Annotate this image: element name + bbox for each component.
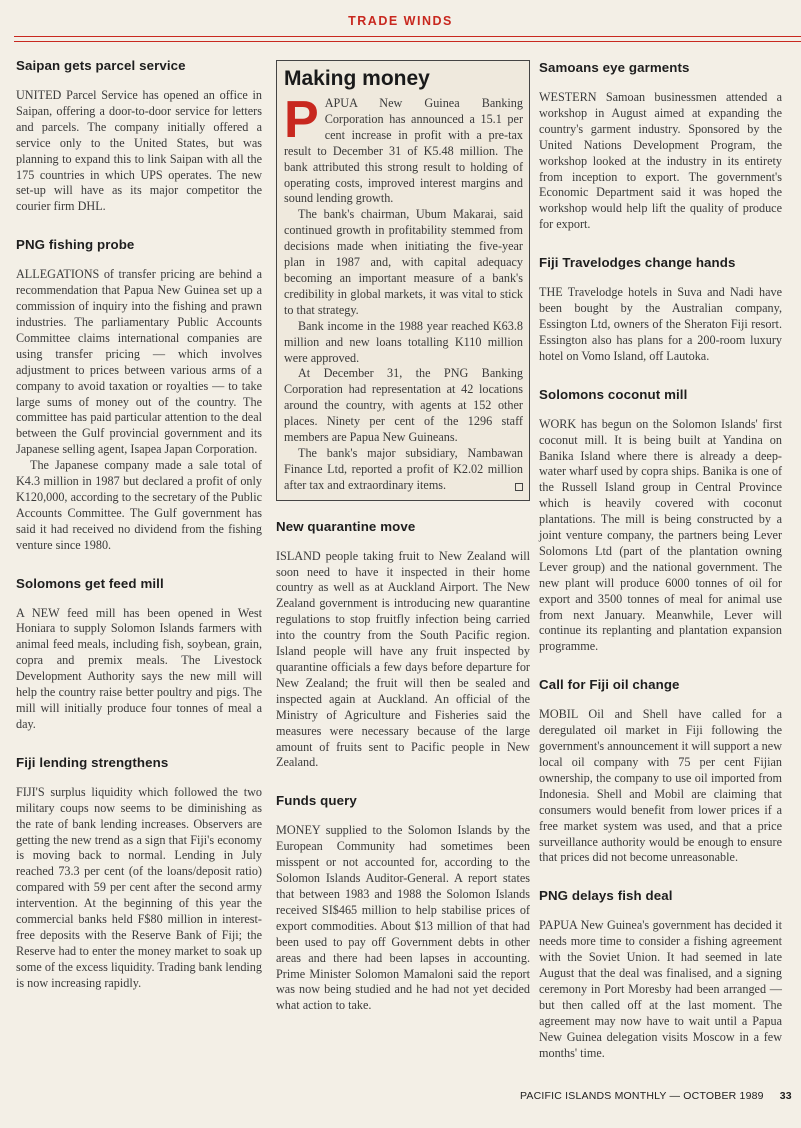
publication-line: PACIFIC ISLANDS MONTHLY — OCTOBER 1989	[520, 1090, 764, 1102]
article-body: THE Travelodge hotels in Suva and Nadi have been bought by the Australian company, Essington Ltd, owners of the Sheraton Fiji resort. Essington also has plans for a 200-room luxury hotel on Vomo Island, off Lautoka.	[539, 285, 782, 363]
article-quarantine	[276, 519, 530, 772]
top-rule-thin	[14, 41, 801, 42]
article-png-fishing	[16, 237, 262, 553]
article-heading: Saipan gets parcel service	[16, 58, 186, 73]
article-body: WESTERN Samoan businessmen attended a workshop in August aimed at expanding the country's garment industry. Sponsored by the United Nations Development Program, the workshop looked at the industry in its entirety from inception to export. The government's Economic Department said it was hoped the workshop would help lift the quality of produce for export.	[539, 90, 782, 232]
box-paragraph-3: Bank income in the 1988 year reached K63.8 million and new loans totalling K110 million were approved.	[284, 318, 523, 365]
top-rule	[14, 36, 801, 37]
article-body: A NEW feed mill has been opened in West Honiara to supply Solomon Islands farmers with animal feed meals, including fish, soybean, grain, copra and premix meals. The Livestock Development Authority says the new mill will help the country raise better poultry and pigs. The mill will initially produce four tonnes of meal a day.	[16, 605, 262, 731]
right-column	[539, 60, 782, 1084]
article-heading: PNG fishing probe	[16, 237, 135, 253]
dropcap: P	[284, 91, 319, 149]
article-feed-mill	[16, 576, 262, 733]
box-title: Making money	[284, 67, 430, 90]
article-samoans	[539, 60, 782, 233]
page-number: 33	[779, 1090, 792, 1102]
article-body: MONEY supplied to the Solomon Islands by the European Community had sometimes been misspent or not accounted for, according to the Solomon Islands Auditor-General. A report states that between 1983 and 1988 the Solomon Islands received SI$465 million to help stabilise prices of export commodities. About $13 million of that had been used to pay off Government debts in other areas and there had been lapses in accounting. Prime Minister Solomon Mamaloni said the report was now being studied and he had not yet decided what action to take.	[276, 823, 530, 1013]
article-body: UNITED Parcel Service has opened an office in Saipan, offering a door-to-door service for letters and parcels. The company initially offered a service only to the United States, but was planning to expand this to link Saipan with all the 175 countries in which UPS operates. The new set-up will have as its major competitor the courier firm DHL.	[16, 88, 262, 214]
article-png-fish-deal	[539, 888, 782, 1061]
making-money-box	[276, 60, 530, 501]
article-heading: Fiji lending strengthens	[16, 754, 169, 770]
article-body: MOBIL Oil and Shell have called for a deregulated oil market in Fiji following the government's announcement it will support a new local oil company with 75 per cent Fijian ownership, the company to use oil imported from Indonesia. Shell and Mobil are claiming that consumers would benefit from lower prices if a free market system was used, and that a price surveillance authority would be enough to ensure that prices did not become unreasonable.	[539, 707, 782, 865]
article-heading: Funds query	[276, 793, 357, 809]
article-body: ISLAND people taking fruit to New Zealand will soon need to have it inspected in their home country as well as at Auckland Airport. The New Zealand government is introducing new quarantine regulations to stop fruitfly infection being carried into the country from the South Pacific region. Island people will have any fruit inspected by quarantine officials a few days before departure for New Zealand; the fruit will then be sealed and inspected again at Auckland. An official of the Ministry of Agriculture and Fisheries said the measures were necessary because of the large amount of fruits sent to Pacific people in New Zealand.	[276, 548, 530, 770]
article-fiji-lending	[16, 755, 262, 992]
box-paragraph-5-text: The bank's major subsidiary, Nambawan Finance Ltd, reported a profit of K2.02 million after tax and extraordinary items.	[284, 445, 523, 492]
article-coconut-mill	[539, 387, 782, 656]
end-mark-icon	[515, 483, 523, 491]
article-body: ALLEGATIONS of transfer pricing are behind a recommendation that Papua New Guinea set up a commission of inquiry into the fishing and prawn industries. The parliamentary Public Accounts Committee claims international companies are using transfer pricing — which involves adjustment to prices between various arms of a company to avoid taxation or royalties — to take large sums of money out of the country. The committee has paid particular attention to the deal between the Gulf provincial government and its Japanese selling agent, Isapea Japan Corporation.	[16, 267, 262, 457]
article-funds-query	[276, 793, 530, 1014]
box-body	[284, 91, 523, 494]
article-heading: Fiji Travelodges change hands	[539, 255, 736, 271]
box-paragraph-5	[284, 446, 523, 494]
box-paragraph-1: APUA New Guinea Banking Corporation has announced a 15.1 per cent increase in profit with a pre-tax result to December 31 of K5.48 million. The bank attributed this strong result to holding of operating costs, improved interest margins and sound lending growth.	[284, 96, 523, 206]
article-body: PAPUA New Guinea's government has decided it needs more time to consider a fishing agreement with the Soviet Union. It had seemed in late August that the deal was finalised, and a signing ceremony in Port Moresby had been arranged — but then called off at the last moment. The agreement may now have to wait until a Papua New Guinea delegation visits Moscow in a few months' time.	[539, 918, 782, 1060]
article-fiji-oil	[539, 677, 782, 866]
middle-column	[276, 60, 530, 1036]
article-body: WORK has begun on the Solomon Islands' first coconut mill. It is being built at Yandina on Banika Island where there is already a deep-water wharf used by copra ships. Banika is one of the Russell Island group in Central Province which is heavily covered with coconut plantations. The mill is being constructed by a joint venture company, the partners being Lever Solomons Ltd (part of the plantation owning Lever group) and the national government. The new plant will produce 6000 tonnes of oil for export and 3500 tonnes of meal for animal use from next January. Meanwhile, Lever will continue its replanting and plantation expansion programme.	[539, 416, 783, 654]
article-heading: PNG delays fish deal	[539, 888, 673, 904]
article-travelodges	[539, 255, 782, 365]
box-paragraph-2: The bank's chairman, Ubum Makarai, said continued growth in profitability stemmed from decisions made when initiating the five-year plan in 1987 and, with capital adequacy becoming an important measure of a bank's credibility in global markets, it was vital to stick to that strategy.	[284, 207, 523, 317]
article-heading: Solomons coconut mill	[539, 386, 688, 402]
article-heading: Call for Fiji oil change	[539, 677, 680, 693]
article-body-2: The Japanese company made a sale total of K4.3 million in 1987 but declared a profit of only K120,000, according to the secretary of the Public Accounts Committee. The Gulf government has said it had received no dividend from the fishing venture since 1980.	[16, 458, 262, 552]
article-body: FIJI'S surplus liquidity which followed the two military coups now seems to be diminishing as the rate of bank lending increases. Observers are getting the new trend as a sign that Fiji's economy is moving back to normal. Lending in July reached 73.3 per cent (of the loans/deposit ratio) compared with 59 per cent after the second army intervention. At the beginning of this year the commercial banks held F$80 million in interest-free deposits with the Reserve Bank of Fiji; the Reserve had to enter the money market to soak up some of the excess liquidity. Trading bank lending is now increasing rapidly.	[16, 784, 262, 990]
article-heading: Samoans eye garments	[539, 60, 690, 75]
article-heading: New quarantine move	[276, 518, 416, 534]
article-heading: Solomons get feed mill	[16, 575, 164, 591]
box-paragraph-4: At December 31, the PNG Banking Corporation had representation at 42 locations around the country, with agents at 152 other places. Ninety per cent of the 1296 staff members are Papua New Guineans.	[284, 366, 523, 445]
masthead: TRADE WINDS	[348, 14, 453, 28]
left-column	[16, 58, 262, 1014]
page-footer	[520, 1090, 792, 1102]
article-saipan	[16, 58, 262, 215]
